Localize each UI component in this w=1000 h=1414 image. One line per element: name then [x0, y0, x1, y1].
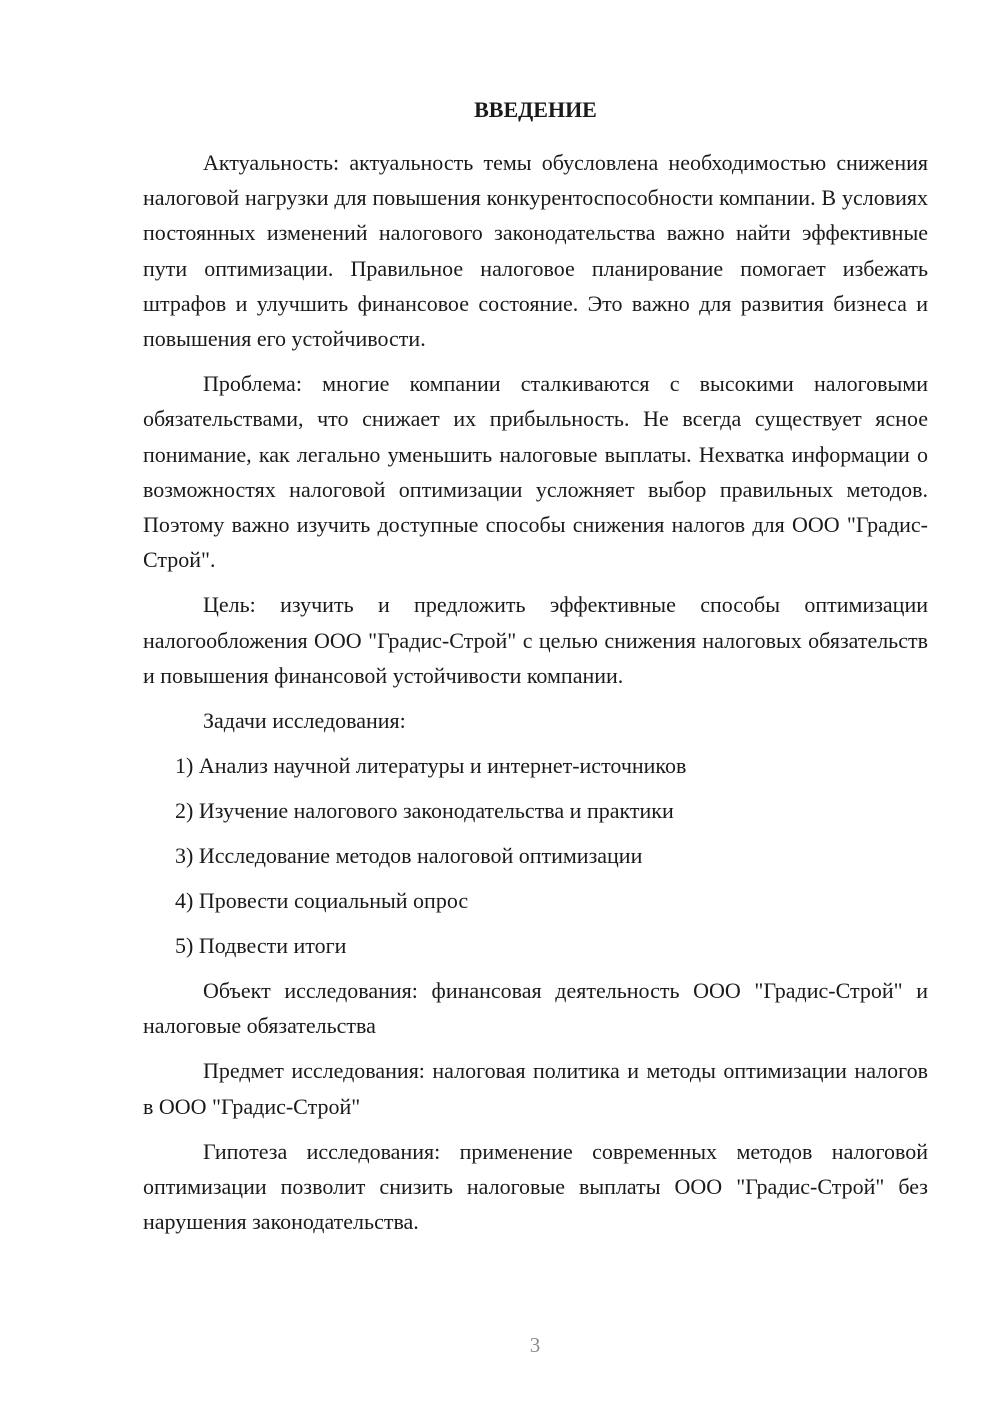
paragraph-relevance: Актуальность: актуальность темы обусловлена необходимостью снижения налоговой нагрузки для повышения конкурентоспособности компании. В условиях постоянных изменений налогового законодательства важно найти эффективные пути оптимизации. Правильное налоговое планирование помогает избежать штрафов и улучшить финансовое состояние. Это важно для развития бизнеса и повышения его устойчивости.: [143, 150, 928, 352]
paragraph-object: Объект исследования: финансовая деятельность ООО "Градис-Строй" и налоговые обязательства: [143, 978, 928, 1039]
page-title: ВВЕДЕНИЕ: [474, 97, 597, 122]
page-number: 3: [529, 1333, 541, 1357]
task-item-2: 2) Изучение налогового законодательства и практики: [175, 798, 674, 824]
task-item-1: 1) Анализ научной литературы и интернет-источников: [175, 753, 687, 779]
task-item-4: 4) Провести социальный опрос: [175, 888, 469, 914]
task-item-3: 3) Исследование методов налоговой оптимизации: [175, 843, 643, 869]
tasks-heading: Задачи исследования:: [203, 708, 406, 734]
paragraph-problem: Проблема: многие компании сталкиваются с высокими налоговыми обязательствами, что снижает их прибыльность. Не всегда существует ясное понимание, как легально уменьшить налоговые выплаты. Нехватка информации о возможностях налоговой оптимизации усложняет выбор правильных методов. Поэтому важно изучить доступные способы снижения налогов для ООО "Градис-Строй".: [143, 371, 928, 573]
paragraph-goal: Цель: изучить и предложить эффективные способы оптимизации налогообложения ООО "Градис-Строй" с целью снижения налоговых обязательств и повышения финансовой устойчивости компании.: [143, 592, 928, 688]
task-item-5: 5) Подвести итоги: [175, 933, 347, 959]
paragraph-subject: Предмет исследования: налоговая политика и методы оптимизации налогов в ООО "Градис-Строй": [143, 1058, 928, 1119]
paragraph-hypothesis: Гипотеза исследования: применение современных методов налоговой оптимизации позволит снизить налоговые выплаты ООО "Градис-Строй" без нарушения законодательства.: [143, 1138, 928, 1235]
document-page: [143, 92, 928, 1249]
